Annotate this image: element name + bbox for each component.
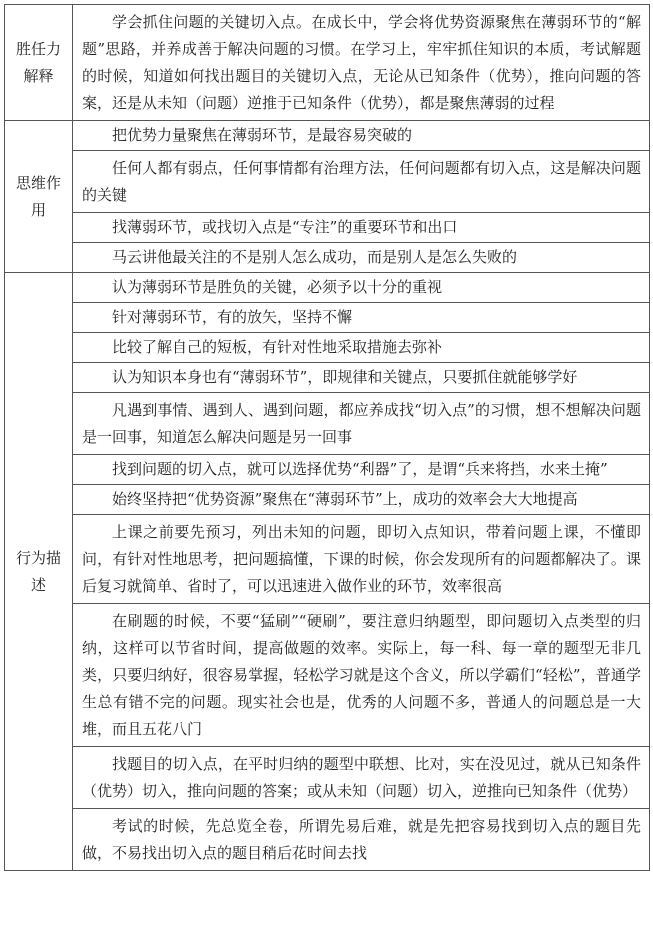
cell-text: 认为薄弱环节是胜负的关键，必须予以十分的重视 [112, 278, 443, 296]
table-cell [73, 5, 650, 121]
section-header: 胜任力解释 [5, 5, 73, 121]
cell-text: 在刷题的时候，不要“猛刷”“硬刷”，要注意归纳题型，即问题切入点类型的归纳，这样可以节省时间，提高做题的效率。实际上，每一科、每一章的题型无非几类，只要归纳好，很容易掌握，轻松学习就是这个含义，所以学霸们“轻松”，普通学生总有错不完的问题。现实社会也是，优秀的人问题不多，普通人的问题总是一大堆，而且五花八门 [82, 612, 641, 738]
table-row [5, 273, 650, 303]
table-row [5, 455, 650, 485]
table-cell [73, 747, 650, 809]
table-row [5, 121, 650, 151]
table-row [5, 151, 650, 213]
table-cell [73, 121, 650, 151]
table-cell [73, 393, 650, 455]
table-cell [73, 515, 650, 604]
cell-text: 马云讲他最关注的不是别人怎么成功，而是别人是怎么失败的 [112, 248, 518, 266]
table-row [5, 243, 650, 273]
cell-text: 针对薄弱环节，有的放矢，坚持不懈 [112, 308, 353, 326]
table-row [5, 333, 650, 363]
cell-text: 比较了解自己的短板，有针对性地采取措施去弥补 [112, 338, 443, 356]
cell-text: 任何人都有弱点，任何事情都有治理方法，任何问题都有切入点，这是解决问题的关键 [82, 159, 641, 204]
cell-text: 找到问题的切入点，就可以选择优势“利器”了，是谓“兵来将挡，水来土掩” [112, 460, 608, 478]
cell-text: 找题目的切入点，在平时归纳的题型中联想、比对，实在没见过，就从已知条件（优势）切入，推向问题的答案；或从未知（问题）切入，逆推向已知条件（优势） [82, 755, 641, 800]
cell-text: 学会抓住问题的关键切入点。在成长中，学会将优势资源聚焦在薄弱环节的“解题”思路，并养成善于解决问题的习惯。在学习上，牢牢抓住知识的本质，考试解题的时候，知道如何找出题目的关键切入点，无论从已知条件（优势），推向问题的答案，还是从未知（问题）逆推于已知条件（优势），都是聚焦薄弱的过程 [82, 13, 641, 112]
table-cell [73, 485, 650, 515]
table-cell [73, 243, 650, 273]
table-row [5, 809, 650, 871]
table-cell [73, 809, 650, 871]
table-cell [73, 303, 650, 333]
table-row [5, 5, 650, 121]
table-cell [73, 455, 650, 485]
table-row [5, 485, 650, 515]
cell-text: 考试的时候，先总览全卷，所谓先易后难，就是先把容易找到切入点的题目先做，不易找出切入点的题目稍后花时间去找 [82, 817, 641, 862]
table-row [5, 747, 650, 809]
cell-text: 凡遇到事情、遇到人、遇到问题，都应养成找“切入点”的习惯，想不想解决问题是一回事，知道怎么解决问题是另一回事 [82, 401, 641, 446]
table-cell [73, 604, 650, 747]
table-cell [73, 213, 650, 243]
table-row [5, 213, 650, 243]
cell-text: 始终坚持把“优势资源”聚焦在“薄弱环节”上，成功的效率会大大地提高 [112, 490, 578, 508]
table-row [5, 363, 650, 393]
table-cell [73, 333, 650, 363]
table-cell [73, 151, 650, 213]
cell-text: 认为知识本身也有“薄弱环节”，即规律和关键点，只要抓住就能够学好 [112, 368, 578, 386]
competency-table [4, 4, 650, 871]
table-row [5, 515, 650, 604]
table-row [5, 604, 650, 747]
table-cell [73, 363, 650, 393]
table-row [5, 303, 650, 333]
section-header: 行为描述 [5, 273, 73, 871]
table-row [5, 393, 650, 455]
cell-text: 上课之前要先预习，列出未知的问题，即切入点知识，带着问题上课，不懂即问，有针对性地思考，把问题搞懂，下课的时候，你会发现所有的问题都解决了。课后复习就简单、省时了，可以迅速进入做作业的环节，效率很高 [82, 523, 641, 595]
cell-text: 找薄弱环节，或找切入点是“专注”的重要环节和出口 [112, 218, 458, 236]
cell-text: 把优势力量聚焦在薄弱环节，是最容易突破的 [112, 126, 413, 144]
table-cell [73, 273, 650, 303]
section-header: 思维作用 [5, 121, 73, 273]
